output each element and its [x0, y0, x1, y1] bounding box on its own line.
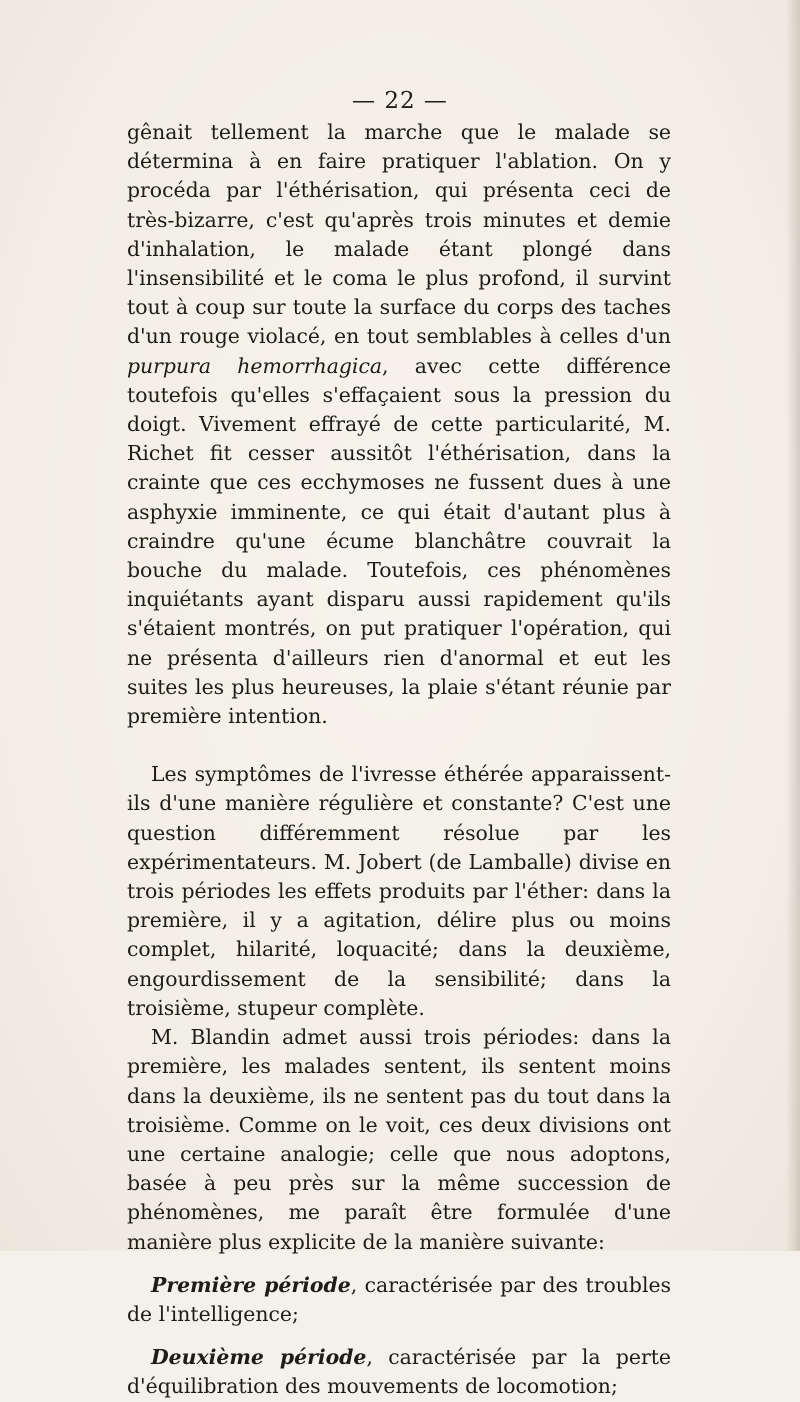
page-number: — 22 — [352, 88, 448, 114]
p3-segment-1: M. Blandin admet aussi trois périodes: dans la première, les malades sentent, ils sentent moins dans la deuxième, ils ne sentent pas du tout dans la troisième. Comme on le voit, ces deux divisions ont une certaine analogie; celle que nous adoptons, basée à peu près sur la même succession de phénomènes, me paraît être formulée d'une manière plus explicite de la manière suivante: [127, 1025, 671, 1254]
paragraph-ivresse-symptoms [127, 760, 671, 1023]
first-period-heading: Première période [151, 1272, 351, 1297]
body-text [127, 118, 671, 1402]
paragraph-first-period [127, 1271, 671, 1329]
p2-segment-1: Les symptômes de l'ivresse éthérée apparaissent-ils d'une manière régulière et constante? C'est une question différemment résolue par les expérimentateurs. M. Jobert (de Lamballe) divise en trois périodes les effets produits par l'éther: dans la première, il y a agitation, délire plus ou moins complet, hilarité, loquacité; dans la deuxième, engourdissement de la sensibilité; dans la troisième, stupeur complète. [127, 762, 671, 1020]
p5-segment-2: , caractérisée par la perte d'équilibration des mouvements de locomotion; [127, 1345, 671, 1399]
paragraph-ablation-case [127, 118, 671, 731]
p1-term-purpura: purpura hemorrhagica [127, 353, 383, 378]
p1-segment-1: gênait tellement la marche que le malade se détermina à en faire pratiquer l'ablation. On y procéda par l'éthérisation, qui présenta ceci de très-bizarre, c'est qu'après trois minutes et demie d'inhalation, le malade étant plongé dans l'insensibilité et le coma le plus profond, il survint tout à coup sur toute la surface du corps des taches d'un rouge violacé, en tout semblables à celles d'un [127, 120, 671, 349]
second-period-heading: Deuxième période [151, 1345, 367, 1370]
p1-segment-3: , avec cette différence toutefois qu'elles s'effaçaient sous la pression du doigt. Vivement effrayé de cette particularité, M. Richet fit cesser aussitôt l'éthérisation, dans la crainte que ces ecchymoses ne fussent dues à une asphyxie imminente, ce qui était d'autant plus à craindre qu'une écume blanchâtre couvrait la bouche du malade. Toutefois, ces phénomènes inquiétants ayant disparu aussi rapidement qu'ils s'étaient montrés, on put pratiquer l'opération, qui ne présenta d'ailleurs rien d'anormal et eut les suites les plus heureuses, la plaie s'étant réunie par première intention. [127, 353, 671, 729]
page-edge-shadow [786, 0, 800, 1251]
p4-segment-2: , caractérisée par des troubles de l'intelligence; [127, 1272, 671, 1326]
paragraph-second-period [127, 1343, 671, 1401]
paragraph-blandin-periods [127, 1023, 671, 1257]
